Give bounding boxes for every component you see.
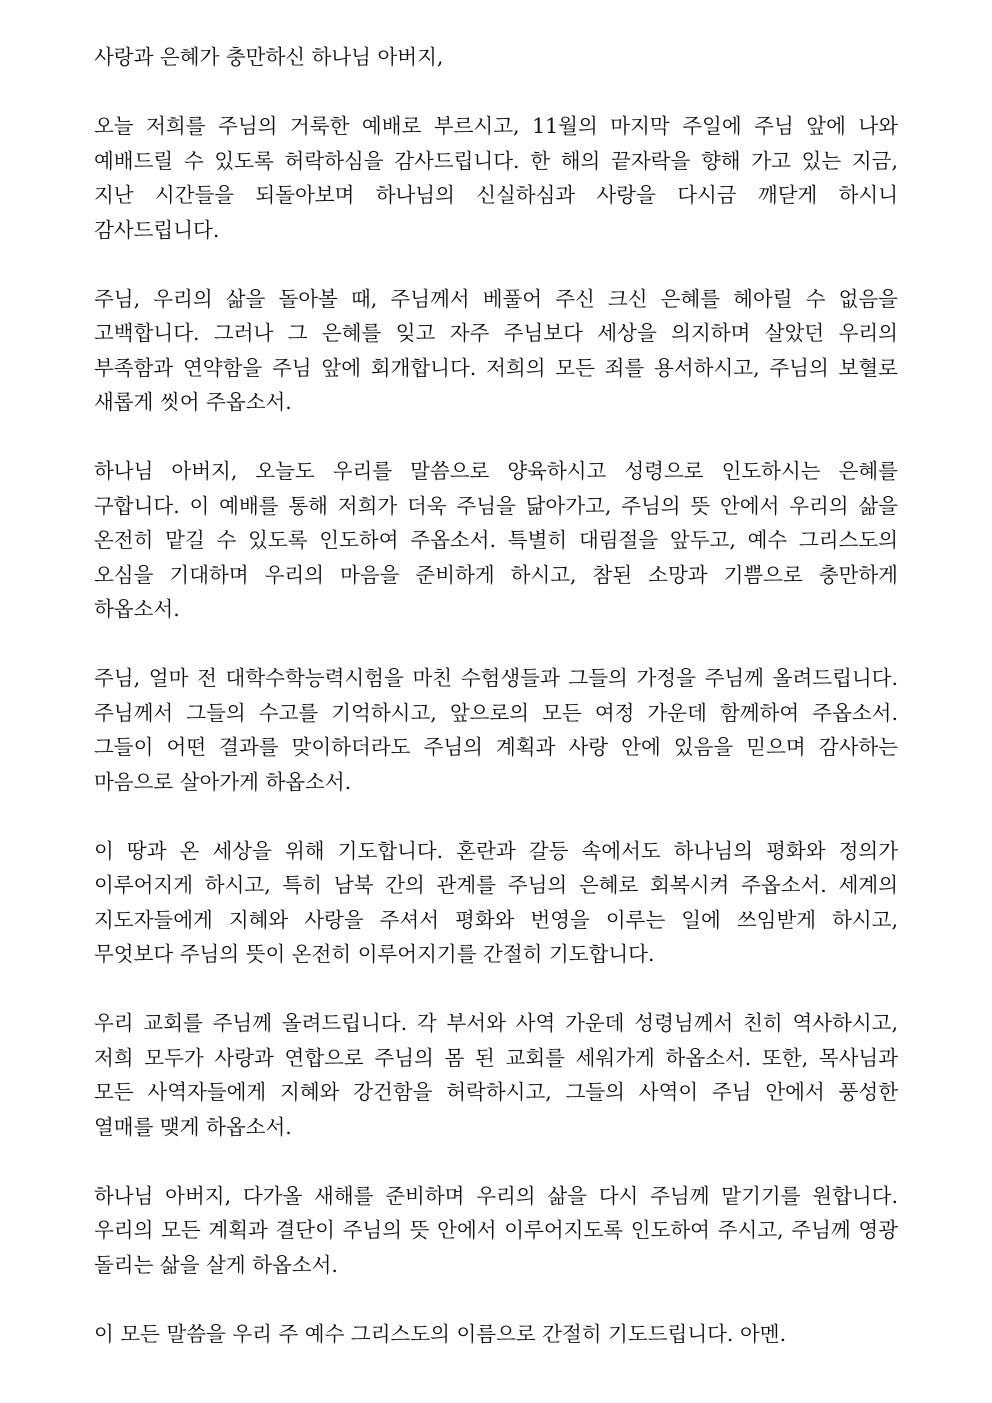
paragraph-world-peace: 이 땅과 온 세상을 위해 기도합니다. 혼란과 갈등 속에서도 하나님의 평화와 정의가 이루어지게 하시고, 특히 남북 간의 관계를 주님의 은혜로 회복시켜 주옵소서. 세계의 지도자들에게 지혜와 사랑을 주셔서 평화와 번영을 이루는 일에 쓰임받게 하시고, 무엇보다 주님의 뜻이 온전히 이루어지기를 간절히 기도합니다.: [94, 838, 898, 966]
closing-line: 이 모든 말씀을 우리 주 예수 그리스도의 이름으로 간절히 기도드립니다. 아멘.: [94, 1321, 787, 1346]
greeting-line: 사랑과 은혜가 충만하신 하나님 아버지,: [94, 45, 444, 69]
prayer-document: [94, 40, 898, 1386]
paragraph-church: 우리 교회를 주님께 올려드립니다. 각 부서와 사역 가운데 성령님께서 친히 역사하시고, 저희 모두가 사랑과 연합으로 주님의 몸 된 교회를 세워가게 하옵소서. 또한, 목사님과 모든 사역자들에게 지혜와 강건함을 허락하시고, 그들의 사역이 주님 안에서 풍성한 열매를 맺게 하옵소서.: [94, 1011, 898, 1139]
paragraph-new-year: 하나님 아버지, 다가올 새해를 준비하며 우리의 삶을 다시 주님께 맡기기를 원합니다. 우리의 모든 계획과 결단이 주님의 뜻 안에서 이루어지도록 인도하여 주시고, 주님께 영광 돌리는 삶을 살게 하옵소서.: [94, 1183, 898, 1277]
paragraph-students: 주님, 얼마 전 대학수학능력시험을 마친 수험생들과 그들의 가정을 주님께 올려드립니다. 주님께서 그들의 수고를 기억하시고, 앞으로의 모든 여정 가운데 함께하여 주옵소서. 그들이 어떤 결과를 맞이하더라도 주님의 계획과 사랑 안에 있음을 믿으며 감사하는 마음으로 살아가게 하옵소서.: [94, 666, 898, 794]
paragraph-repentance: 주님, 우리의 삶을 돌아볼 때, 주님께서 베풀어 주신 크신 은혜를 헤아릴 수 없음을 고백합니다. 그러나 그 은혜를 잊고 자주 주님보다 세상을 의지하며 살았던 우리의 부족함과 연약함을 주님 앞에 회개합니다. 저희의 모든 죄를 용서하시고, 주님의 보혈로 새롭게 씻어 주옵소서.: [94, 286, 898, 414]
paragraph-thanksgiving: 오늘 저희를 주님의 거룩한 예배로 부르시고, 11월의 마지막 주일에 주님 앞에 나와 예배드릴 수 있도록 허락하심을 감사드립니다. 한 해의 끝자락을 향해 가고 있는 지금, 지난 시간들을 되돌아보며 하나님의 신실하심과 사랑을 다시금 깨닫게 하시니 감사드립니다.: [94, 114, 898, 242]
paragraph-guidance: 하나님 아버지, 오늘도 우리를 말씀으로 양육하시고 성령으로 인도하시는 은혜를 구합니다. 이 예배를 통해 저희가 더욱 주님을 닮아가고, 주님의 뜻 안에서 우리의 삶을 온전히 맡길 수 있도록 인도하여 주옵소서. 특별히 대림절을 앞두고, 예수 그리스도의 오심을 기대하며 우리의 마음을 준비하게 하시고, 참된 소망과 기쁨으로 충만하게 하옵소서.: [94, 459, 898, 621]
